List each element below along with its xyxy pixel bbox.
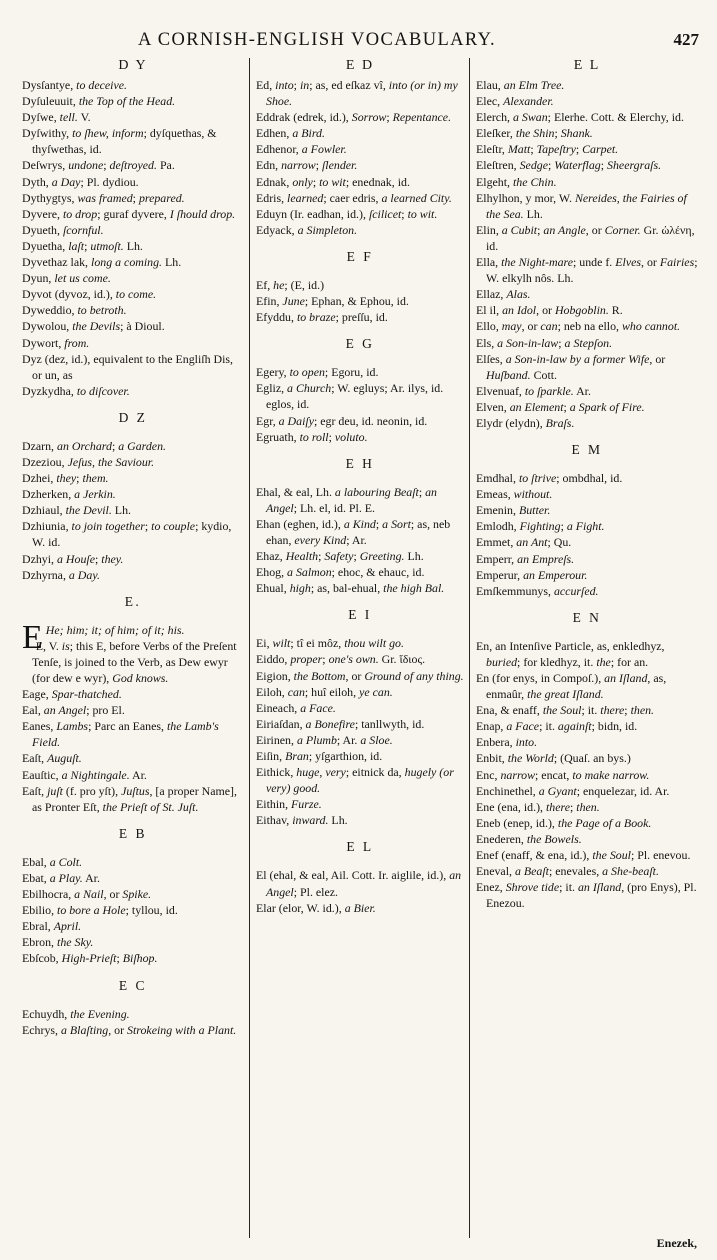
dictionary-entry: Ed, into; in; as, ed eſkaz vî, into (or in) my Shoe. [256, 78, 458, 109]
section-heading: E L [346, 839, 374, 855]
dictionary-entry: Emenin, Butter. [476, 503, 551, 518]
dictionary-entry: Enbit, the World; (Quaſ. an bys.) [476, 751, 631, 766]
dictionary-entry: Edhenor, a Fowler. [256, 142, 347, 157]
dictionary-entry: Eithav, inward. Lh. [256, 813, 348, 828]
dictionary-entry: Dyvethaz lak, long a coming. Lh. [22, 255, 182, 270]
dictionary-entry: Dyſuleuuit, the Top of the Head. [22, 94, 176, 109]
dictionary-entry: Elau, an Elm Tree. [476, 78, 565, 92]
dictionary-entry: Dythygtys, was framed; prepared. [22, 190, 185, 205]
section-heading: E F [346, 248, 374, 264]
dictionary-entry: Dyvot (dyvoz, id.), to come. [22, 287, 157, 302]
dictionary-entry: Dzhyrna, a Day. [22, 567, 100, 582]
dictionary-entry: Elar (elor, W. id.), a Bier. [256, 900, 376, 915]
dictionary-entry: Efin, June; Ephan, & Ephou, id. [256, 294, 409, 309]
dictionary-entry: Elven, an Element; a Spark of Fire. [476, 399, 645, 414]
dictionary-entry: Dywolou, the Devils; à Dioul. [22, 319, 165, 334]
dictionary-entry: Eiriaſdan, a Bonefire; tanllwyth, id. [256, 716, 425, 731]
dictionary-entry: Edyack, a Simpleton. [256, 222, 358, 237]
dictionary-entry: El (ehal, & eal, Ail. Cott. Ir. aiglile, id.), an Angel; Pl. elez. [256, 868, 462, 899]
dictionary-entry: Ebſcob, High-Prieſt; Biſhop. [22, 951, 158, 966]
dictionary-entry: Dywort, from. [22, 335, 90, 350]
dictionary-entry: Egliz, a Church; W. egluys; Ar. ilys, id. eglos, id. [256, 381, 444, 412]
column-head: D Y [118, 58, 148, 73]
section-heading: E H [345, 455, 375, 471]
column-rule [249, 58, 250, 1238]
dictionary-entry: Emlodh, Fighting; a Fight. [476, 519, 605, 534]
dictionary-entry: Ehaz, Health; Safety; Greeting. Lh. [256, 549, 424, 564]
dictionary-entry: Dyun, let us come. [22, 271, 111, 286]
dictionary-entry: E He; him; it; of him; of it; his. [22, 618, 185, 656]
dictionary-entry: Dzhiunia, to join together; to couple; kydio, W. id. [22, 519, 232, 550]
dictionary-entry: El il, an Idol, or Hobgoblin. R. [476, 303, 623, 318]
dictionary-entry: Enchinethel, a Gyant; enquelezar, id. Ar. [476, 783, 670, 798]
dictionary-entry: Ella, the Night-mare; unde f. Elves, or Fairies; W. elkylh nôs. Lh. [476, 255, 698, 286]
dictionary-entry: Enez, Shrove tide; it. an Iſland, (pro Enys), Pl. Enezou. [476, 880, 697, 911]
dictionary-entry: Echrys, a Blaſting, or Strokeing with a Plant. [22, 1022, 237, 1037]
dictionary-entry: Eiloh, can; huî eiloh, ye can. [256, 684, 393, 699]
dictionary-entry: Emeas, without. [476, 487, 553, 502]
column-rule [469, 58, 470, 1238]
dictionary-entry: Ebilhocra, a Nail, or Spike. [22, 887, 152, 902]
dictionary-entry: Eddrak (edrek, id.), Sorrow; Repentance. [256, 110, 452, 125]
section-heading: E N [572, 609, 602, 625]
column-2 [256, 55, 464, 916]
dictionary-entry: Eneval, a Beaſt; enevales, a She-beaſt. [476, 864, 659, 879]
dictionary-entry: Ef, he; (E, id.) [256, 277, 325, 292]
dictionary-entry: Els, a Son-in-law; a Stepſon. [476, 335, 613, 350]
dictionary-entry: Ene (ena, id.), there; then. [476, 799, 600, 814]
dictionary-entry: Emperr, an Empreſs. [476, 551, 575, 566]
dictionary-entry: Eithin, Furze. [256, 797, 322, 812]
dictionary-entry: Deſwrys, undone; deſtroyed. Pa. [22, 158, 175, 173]
dictionary-entry: Ehual, high; as, bal-ehual, the high Bal. [256, 581, 445, 596]
section-heading: E. [124, 593, 142, 609]
dictionary-entry: Emſkemmunys, accurſed. [476, 583, 599, 598]
dictionary-entry: Edn, narrow; ſlender. [256, 158, 358, 173]
dictionary-entry: Enbera, into. [476, 735, 538, 750]
page-title: A CORNISH-ENGLISH VOCABULARY. [138, 30, 497, 50]
dictionary-entry: Emdhal, to ſtrive; ombdhal, id. [476, 471, 623, 486]
dictionary-entry: Elhylhon, y mor, W. Nereides, the Fairies of the Sea. Lh. [476, 190, 687, 221]
section-heading: E I [348, 607, 372, 623]
dictionary-entry: Elerch, a Swan; Elerhe. Cott. & Elerchy, id. [476, 110, 684, 125]
dictionary-entry: Dyueth, ſcornful. [22, 222, 104, 237]
dictionary-entry: E, V. is; this E, before Verbs of the Preſent Tenſe, is joined to the Verb, as Dew ewyr (for dew e wyr), God knows. [32, 638, 237, 685]
dictionary-entry: Dyzkydha, to diſcover. [22, 383, 130, 398]
dictionary-entry: Eiſin, Bran; yſgarthion, id. [256, 749, 383, 763]
dictionary-entry: Elvenuaf, to ſparkle. Ar. [476, 383, 591, 398]
section-heading: E M [571, 442, 603, 458]
dictionary-entry: Enef (enaff, & ena, id.), the Soul; Pl. enevou. [476, 848, 691, 863]
column-1 [22, 55, 244, 1038]
dictionary-entry: Eleſtr, Matt; Tapeſtry; Carpet. [476, 142, 619, 157]
dictionary-entry: Elydr (elydn), Braſs. [476, 415, 575, 430]
dictionary-entry: Dyweddio, to betroth. [22, 303, 127, 318]
page-header [0, 27, 717, 53]
dictionary-entry: Ednak, only; to wit; enednak, id. [256, 174, 410, 189]
dictionary-entry: Dzeziou, Jeſus, the Saviour. [22, 454, 155, 469]
dictionary-entry: Enc, narrow; encat, to make narrow. [476, 767, 650, 782]
dictionary-entry: Elgeht, the Chin. [476, 174, 557, 189]
dictionary-entry: Eal, an Angel; pro El. [22, 703, 125, 718]
dictionary-entry: Enap, a Face; it. againſt; bidn, id. [476, 719, 638, 734]
dictionary-entry: Dyuetha, laſt; utmoſt. Lh. [22, 238, 143, 253]
dictionary-entry: Ena, & enaff, the Soul; it. there; then. [476, 703, 655, 718]
dictionary-entry: Dzherken, a Jerkin. [22, 487, 116, 502]
dictionary-entry: Dyſwe, tell. V. [22, 110, 91, 125]
dictionary-entry: Eage, Spar-thatched. [22, 687, 122, 702]
catchword: Enezek, [656, 1236, 697, 1250]
dictionary-entry: Eleſker, the Shin; Shank. [476, 126, 593, 141]
section-heading: E B [118, 825, 148, 841]
dictionary-entry: Ebat, a Play. Ar. [22, 870, 100, 885]
dictionary-entry: Eneb (enep, id.), the Page of a Book. [476, 815, 652, 830]
dictionary-entry: Ehog, a Salmon; ehoc, & ehauc, id. [256, 565, 425, 580]
dictionary-entry: Ebral, April. [22, 919, 82, 934]
dictionary-entry: Dzarn, an Orchard; a Garden. [22, 438, 166, 453]
dictionary-entry: Ei, wilt; tî ei môz, thou wilt go. [256, 636, 404, 651]
dictionary-entry: Ebron, the Sky. [22, 935, 94, 950]
dictionary-entry: En (for enys, in Compoſ.), an Iſland, as, enmaûr, the great Iſland. [476, 671, 667, 702]
dictionary-entry: Egr, a Daiſy; egr deu, id. neonin, id. [256, 413, 428, 428]
section-heading: E G [345, 336, 375, 352]
dictionary-entry: Dzhyi, a Houſe; they. [22, 551, 124, 566]
dictionary-entry: Ebal, a Colt. [22, 854, 83, 869]
dictionary-entry: Dyſwithy, to ſhew, inform; dyſquethas, & thyſwethas, id. [22, 126, 217, 157]
dictionary-entry: Eleſtren, Sedge; Waterflag; Sheergraſs. [476, 158, 662, 173]
dictionary-entry: Eauſtic, a Nightingale. Ar. [22, 767, 147, 782]
dictionary-entry: Eanes, Lambs; Parc an Eanes, the Lamb's Field. [22, 719, 219, 750]
dictionary-entry: Eithick, huge, very; eitnick da, hugely (or very) good. [256, 765, 454, 796]
dictionary-entry: Edris, learned; caer edris, a learned City. [256, 190, 452, 205]
section-heading: D Z [118, 409, 148, 425]
dictionary-entry: Emperur, an Emperour. [476, 567, 588, 582]
dictionary-entry: Eigion, the Bottom, or Ground of any thing. [256, 668, 464, 683]
dictionary-entry: Ellaz, Alas. [476, 287, 531, 302]
dictionary-entry: Edhen, a Bird. [256, 126, 325, 141]
page-number: 427 [673, 30, 699, 49]
dictionary-entry: En, an Intenſive Particle, as, enkledhyz, buried; for kledhyz, it. the; for an. [476, 638, 665, 669]
dictionary-entry: Emmet, an Ant; Qu. [476, 535, 572, 550]
dictionary-entry: Dyz (dez, id.), equivalent to the Engliſh Dis, or un, as [22, 351, 234, 382]
dictionary-entry: Dyvere, to drop; guraf dyvere, I ſhould drop. [22, 206, 236, 221]
column-head: E L [573, 58, 601, 73]
drop-cap: E [22, 618, 43, 656]
dictionary-entry: Ehan (eghen, id.), a Kind; a Sort; as, neb ehan, every Kind; Ar. [256, 516, 451, 547]
dictionary-entry: Dyth, a Day; Pl. dydiou. [22, 174, 139, 189]
dictionary-entry: Dzhei, they; them. [22, 471, 109, 486]
dictionary-entry: Egery, to open; Egoru, id. [256, 365, 379, 380]
dictionary-entry: Enederen, the Bowels. [476, 831, 582, 846]
dictionary-entry: Eiddo, proper; one's own. Gr. ἴδιος. [256, 652, 426, 667]
dictionary-entry: Dysſantye, to deceive. [22, 78, 128, 92]
dictionary-entry: Efyddu, to braze; preſſu, id. [256, 310, 388, 325]
dictionary-entry: Eduyn (Ir. eadhan, id.), ſcilicet; to wit. [256, 206, 438, 221]
dictionary-entry: Echuydh, the Evening. [22, 1006, 130, 1021]
dictionary-entry: Eaſt, Auguſt. [22, 751, 82, 766]
dictionary-entry: Eaſt, juſt (f. pro yſt), Juſtus, [a proper Name], as Pronter Eſt, the Prieſt of St. Juſt. [22, 783, 237, 814]
section-heading: E C [118, 977, 148, 993]
column-3 [476, 55, 698, 911]
dictionary-entry: Eineach, a Face. [256, 700, 336, 715]
dictionary-entry: Egruath, to roll; voluto. [256, 429, 368, 444]
dictionary-entry: Ello, may, or can; neb na ello, who cannot. [476, 319, 681, 334]
dictionary-entry: Ehal, & eal, Lh. a labouring Beaſt; an Angel; Lh. el, id. Pl. E. [256, 484, 437, 515]
dictionary-entry: Elin, a Cubit; an Angle, or Corner. Gr. ὠλένη, id. [476, 222, 695, 253]
dictionary-entry: Dzhiaul, the Devil. Lh. [22, 503, 131, 518]
dictionary-entry: Elec, Alexander. [476, 94, 554, 109]
column-head: E D [345, 58, 375, 73]
dictionary-entry: Elſes, a Son-in-law by a former Wife, or Huſband. Cott. [476, 351, 666, 382]
dictionary-entry: Ebilio, to bore a Hole; tyllou, id. [22, 903, 178, 918]
dictionary-entry: Eirinen, a Plumb; Ar. a Sloe. [256, 732, 393, 747]
